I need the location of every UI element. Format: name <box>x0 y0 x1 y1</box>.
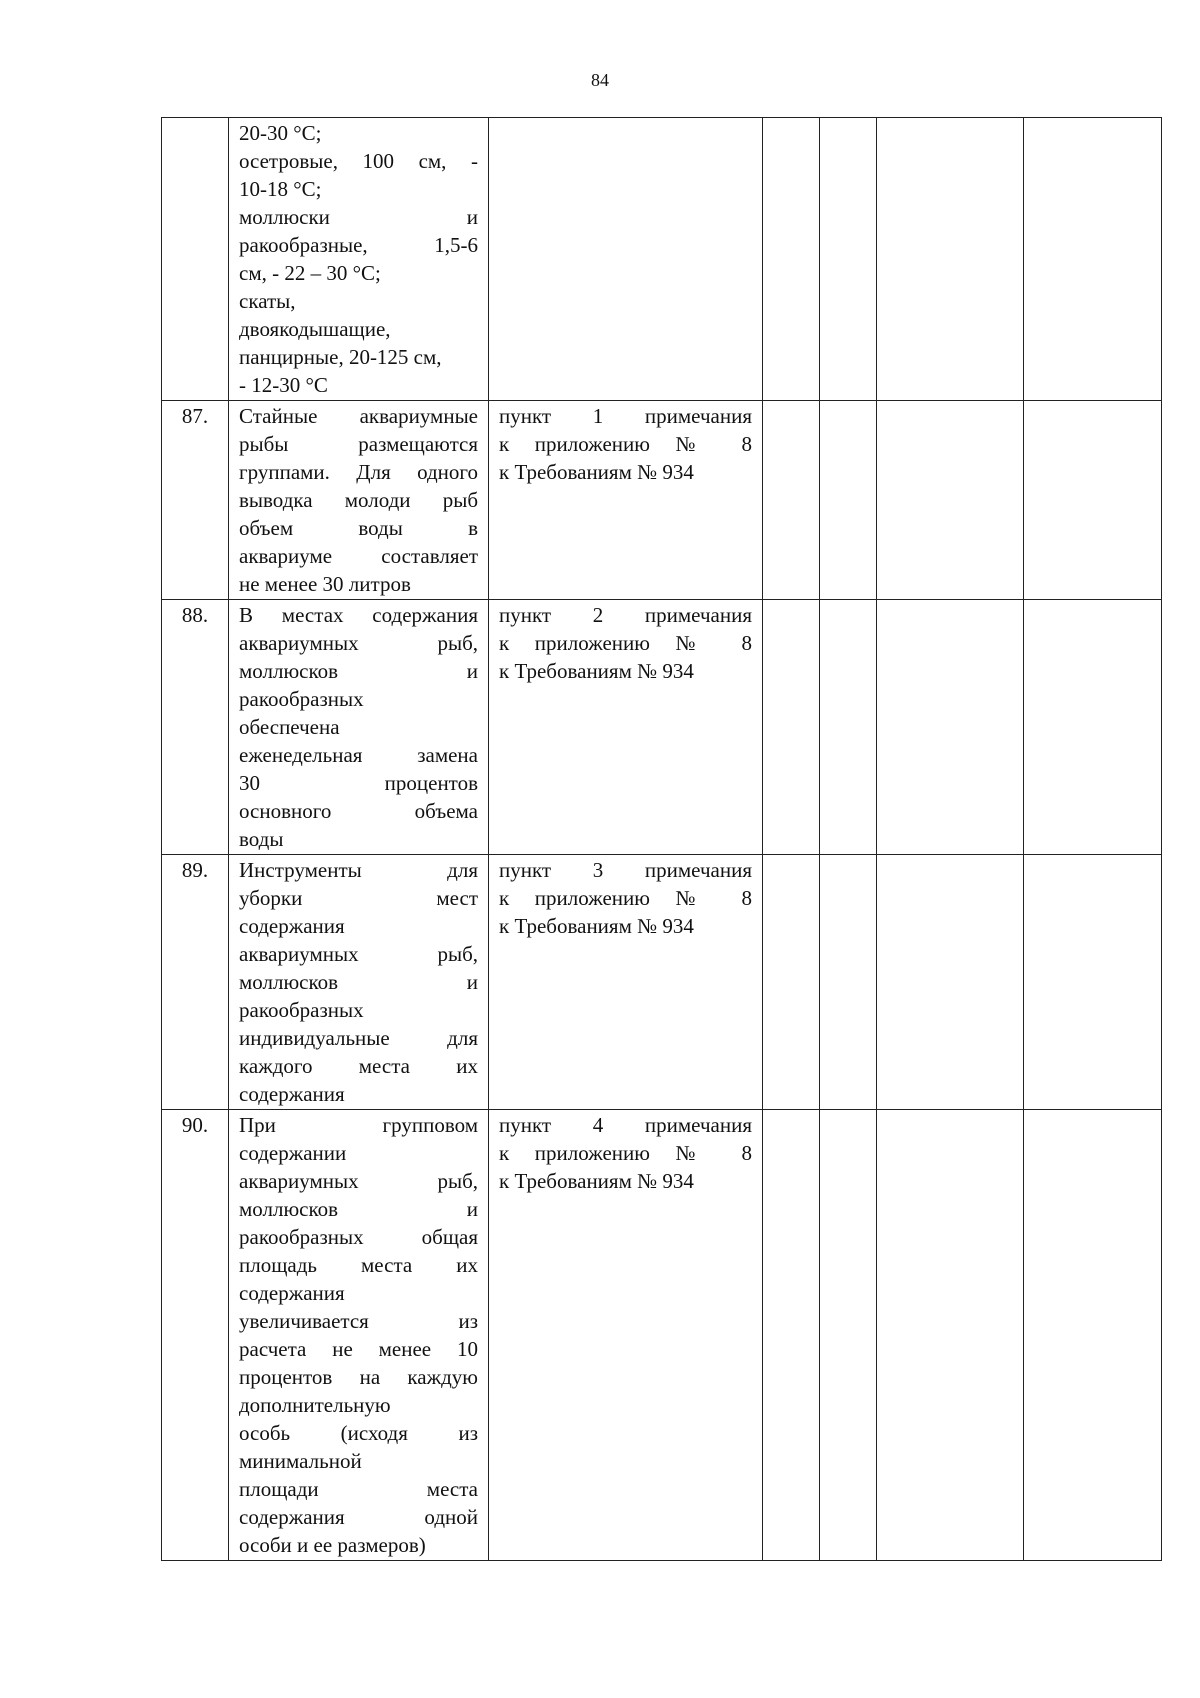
table-row-continuation <box>162 118 1162 401</box>
empty-cell-col-4 <box>763 401 820 600</box>
requirement-line: ракообразных общая <box>239 1225 478 1249</box>
reference-line: к Требованиям № 934 <box>499 1169 694 1193</box>
requirement-line: площадь места их <box>239 1253 478 1277</box>
requirement-line: особи и ее размеров) <box>239 1533 426 1557</box>
requirement-line: индивидуальные для <box>239 1026 478 1050</box>
requirement-line: еженедельная замена <box>239 743 478 767</box>
requirement-cell <box>229 600 489 855</box>
empty-cell-col-7 <box>1024 118 1162 401</box>
requirement-line: процентов на каждую <box>239 1365 478 1389</box>
requirement-line: расчета не менее 10 <box>239 1337 478 1361</box>
table-row <box>162 1110 1162 1561</box>
empty-cell-col-5 <box>820 1110 877 1561</box>
table-row <box>162 600 1162 855</box>
requirement-line: воды <box>239 827 284 851</box>
empty-cell-col-5 <box>820 118 877 401</box>
reference-cell <box>489 600 763 855</box>
requirement-line: группами. Для одного <box>239 460 478 484</box>
reference-line: к приложению № 8 <box>499 886 752 910</box>
requirement-line: площади места <box>239 1477 478 1501</box>
empty-cell-col-6 <box>877 1110 1024 1561</box>
requirement-line: не менее 30 литров <box>239 572 411 596</box>
reference-cell <box>489 1110 763 1561</box>
table-row <box>162 401 1162 600</box>
requirement-line: см, - 22 – 30 °C; <box>239 261 381 285</box>
empty-cell-col-4 <box>763 855 820 1110</box>
empty-cell-col-6 <box>877 855 1024 1110</box>
requirement-line: содержании <box>239 1141 347 1165</box>
row-number: 90. <box>162 1110 229 1561</box>
requirement-line: осетровые, 100 см, - <box>239 149 478 173</box>
requirement-line: Инструменты для <box>239 858 478 882</box>
requirement-line: 10-18 °C; <box>239 177 322 201</box>
empty-cell-col-4 <box>763 118 820 401</box>
row-number-cell <box>162 118 229 401</box>
empty-cell-col-5 <box>820 855 877 1110</box>
requirement-line: панцирные, 20-125 см, <box>239 345 442 369</box>
reference-line: к приложению № 8 <box>499 1141 752 1165</box>
requirement-line: рыбы размещаются <box>239 432 478 456</box>
empty-cell-col-5 <box>820 600 877 855</box>
empty-cell-col-5 <box>820 401 877 600</box>
requirement-line: минимальной <box>239 1449 362 1473</box>
requirement-line: Стайные аквариумные <box>239 404 478 428</box>
reference-line: к приложению № 8 <box>499 631 752 655</box>
row-number: 89. <box>162 855 229 1110</box>
requirement-line: 30 процентов <box>239 771 478 795</box>
requirement-line: основного объема <box>239 799 478 823</box>
page-number: 84 <box>591 70 609 90</box>
requirement-line: содержания одной <box>239 1505 478 1529</box>
requirement-line: моллюски и <box>239 205 478 229</box>
requirements-table <box>161 117 1162 1561</box>
reference-cell <box>489 855 763 1110</box>
requirement-line: В местах содержания <box>239 603 478 627</box>
requirement-line: содержания <box>239 1281 345 1305</box>
requirement-line: двоякодышащие, <box>239 317 391 341</box>
requirement-cell <box>229 118 489 401</box>
reference-line: пункт 2 примечания <box>499 603 752 627</box>
requirement-line: обеспечена <box>239 715 340 739</box>
requirement-line: дополнительную <box>239 1393 391 1417</box>
requirement-line: аквариумных рыб, <box>239 1169 478 1193</box>
requirement-line: аквариуме составляет <box>239 544 478 568</box>
reference-line: пункт 4 примечания <box>499 1113 752 1137</box>
empty-cell-col-4 <box>763 600 820 855</box>
reference-cell <box>489 118 763 401</box>
requirement-line: каждого места их <box>239 1054 478 1078</box>
reference-line: к Требованиям № 934 <box>499 659 694 683</box>
requirement-line: - 12-30 °C <box>239 373 328 397</box>
requirement-line: увеличивается из <box>239 1309 478 1333</box>
empty-cell-col-7 <box>1024 855 1162 1110</box>
requirement-cell <box>229 855 489 1110</box>
reference-line: к приложению № 8 <box>499 432 752 456</box>
empty-cell-col-4 <box>763 1110 820 1561</box>
empty-cell-col-6 <box>877 118 1024 401</box>
requirement-line: содержания <box>239 1082 345 1106</box>
requirement-line: аквариумных рыб, <box>239 631 478 655</box>
requirement-line: моллюсков и <box>239 659 478 683</box>
row-number: 88. <box>162 600 229 855</box>
empty-cell-col-7 <box>1024 401 1162 600</box>
requirement-line: ракообразных <box>239 998 364 1022</box>
table-row <box>162 855 1162 1110</box>
requirement-line: особь (исходя из <box>239 1421 478 1445</box>
reference-line: к Требованиям № 934 <box>499 914 694 938</box>
requirement-line: При групповом <box>239 1113 478 1137</box>
requirement-line: ракообразные, 1,5-6 <box>239 233 478 257</box>
row-number: 87. <box>162 401 229 600</box>
reference-line: к Требованиям № 934 <box>499 460 694 484</box>
requirement-line: выводка молоди рыб <box>239 488 478 512</box>
requirement-line: уборки мест <box>239 886 478 910</box>
empty-cell-col-6 <box>877 600 1024 855</box>
requirement-cell <box>229 1110 489 1561</box>
reference-line: пункт 3 примечания <box>499 858 752 882</box>
empty-cell-col-7 <box>1024 600 1162 855</box>
empty-cell-col-6 <box>877 401 1024 600</box>
requirement-line: 20-30 °C; <box>239 121 322 145</box>
requirement-line: объем воды в <box>239 516 478 540</box>
reference-line: пункт 1 примечания <box>499 404 752 428</box>
requirement-line: содержания <box>239 914 345 938</box>
requirement-cell <box>229 401 489 600</box>
requirement-line: скаты, <box>239 289 296 313</box>
requirement-line: моллюсков и <box>239 1197 478 1221</box>
requirement-line: ракообразных <box>239 687 364 711</box>
empty-cell-col-7 <box>1024 1110 1162 1561</box>
requirement-line: моллюсков и <box>239 970 478 994</box>
requirement-line: аквариумных рыб, <box>239 942 478 966</box>
reference-cell <box>489 401 763 600</box>
